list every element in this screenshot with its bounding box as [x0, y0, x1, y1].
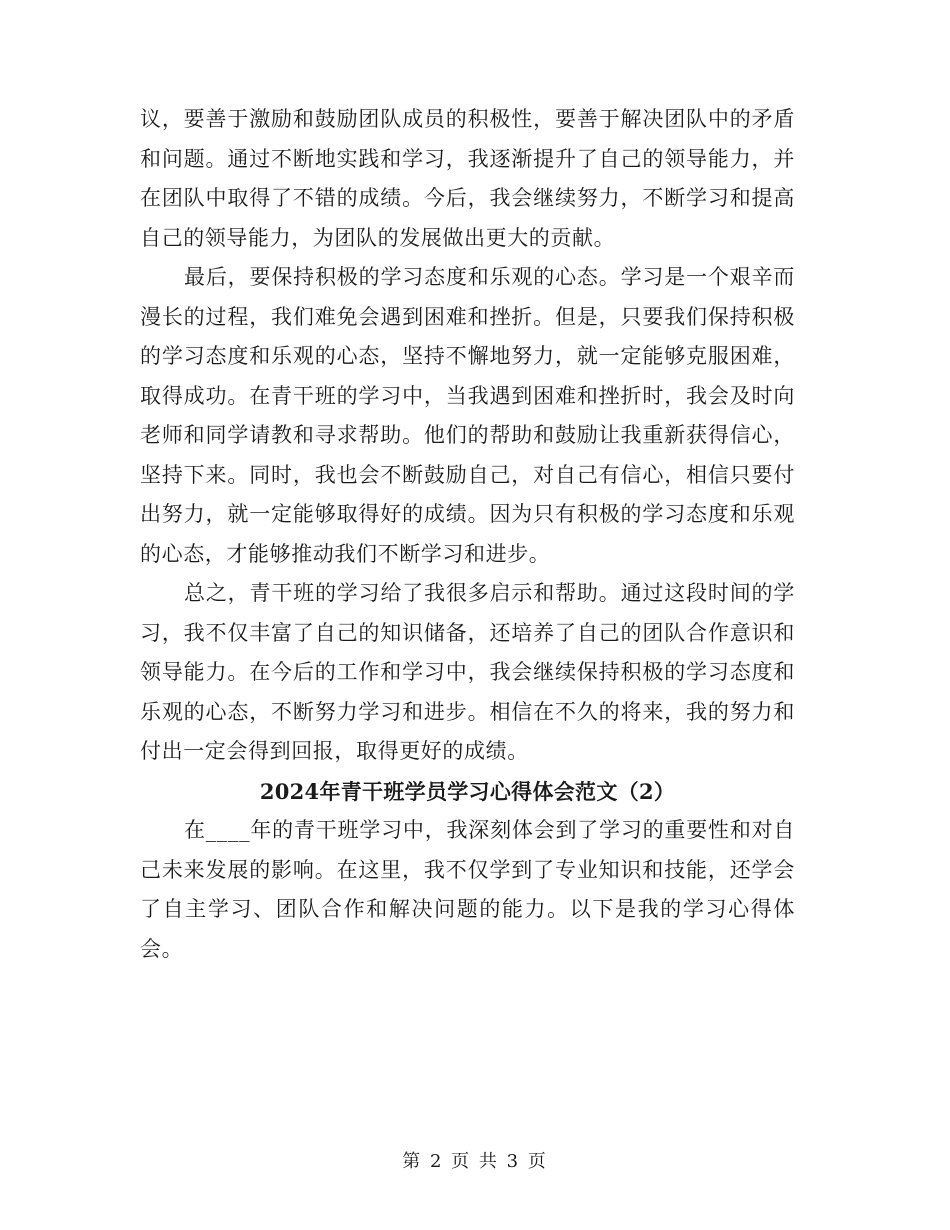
- page-number-footer: 第 2 页 共 3 页: [402, 1151, 548, 1172]
- section-title: 2024年青干班学员学习心得体会范文（2）: [259, 778, 676, 804]
- paragraph-attitude: 最后，要保持积极的学习态度和乐观的心态。学习是一个艰辛而漫长的过程，我们难免会遇到困难和挫折。但是，只要我们保持积极的学习态度和乐观的心态，坚持不懈地努力，就一定能够克服困难，取得成功。在青干班的学习中，当我遇到困难和挫折时，我会及时向老师和同学请教和寻求帮助。他们的帮助和鼓励让我重新获得信心，坚持下来。同时，我也会不断鼓励自己，对自己有信心，相信只要付出努力，就一定能够取得好的成绩。因为只有积极的学习态度和乐观的心态，才能够推动我们不断学习和进步。: [140, 265, 795, 566]
- document-body: [140, 100, 795, 969]
- paragraph-section-intro: 在____年的青干班学习中，我深刻体会到了学习的重要性和对自己未来发展的影响。在这里，我不仅学到了专业知识和技能，还学会了自主学习、团队合作和解决问题的能力。以下是我的学习心得体会。: [140, 818, 795, 961]
- paragraph-summary: 总之，青干班的学习给了我很多启示和帮助。通过这段时间的学习，我不仅丰富了自己的知识储备，还培养了自己的团队合作意识和领导能力。在今后的工作和学习中，我会继续保持积极的学习态度和乐观的心态，不断努力学习和进步。相信在不久的将来，我的努力和付出一定会得到回报，取得更好的成绩。: [140, 581, 795, 763]
- paragraph-continuation: 议，要善于激励和鼓励团队成员的积极性，要善于解决团队中的矛盾和问题。通过不断地实践和学习，我逐渐提升了自己的领导能力，并在团队中取得了不错的成绩。今后，我会继续努力，不断学习和提高自己的领导能力，为团队的发展做出更大的贡献。: [140, 107, 795, 250]
